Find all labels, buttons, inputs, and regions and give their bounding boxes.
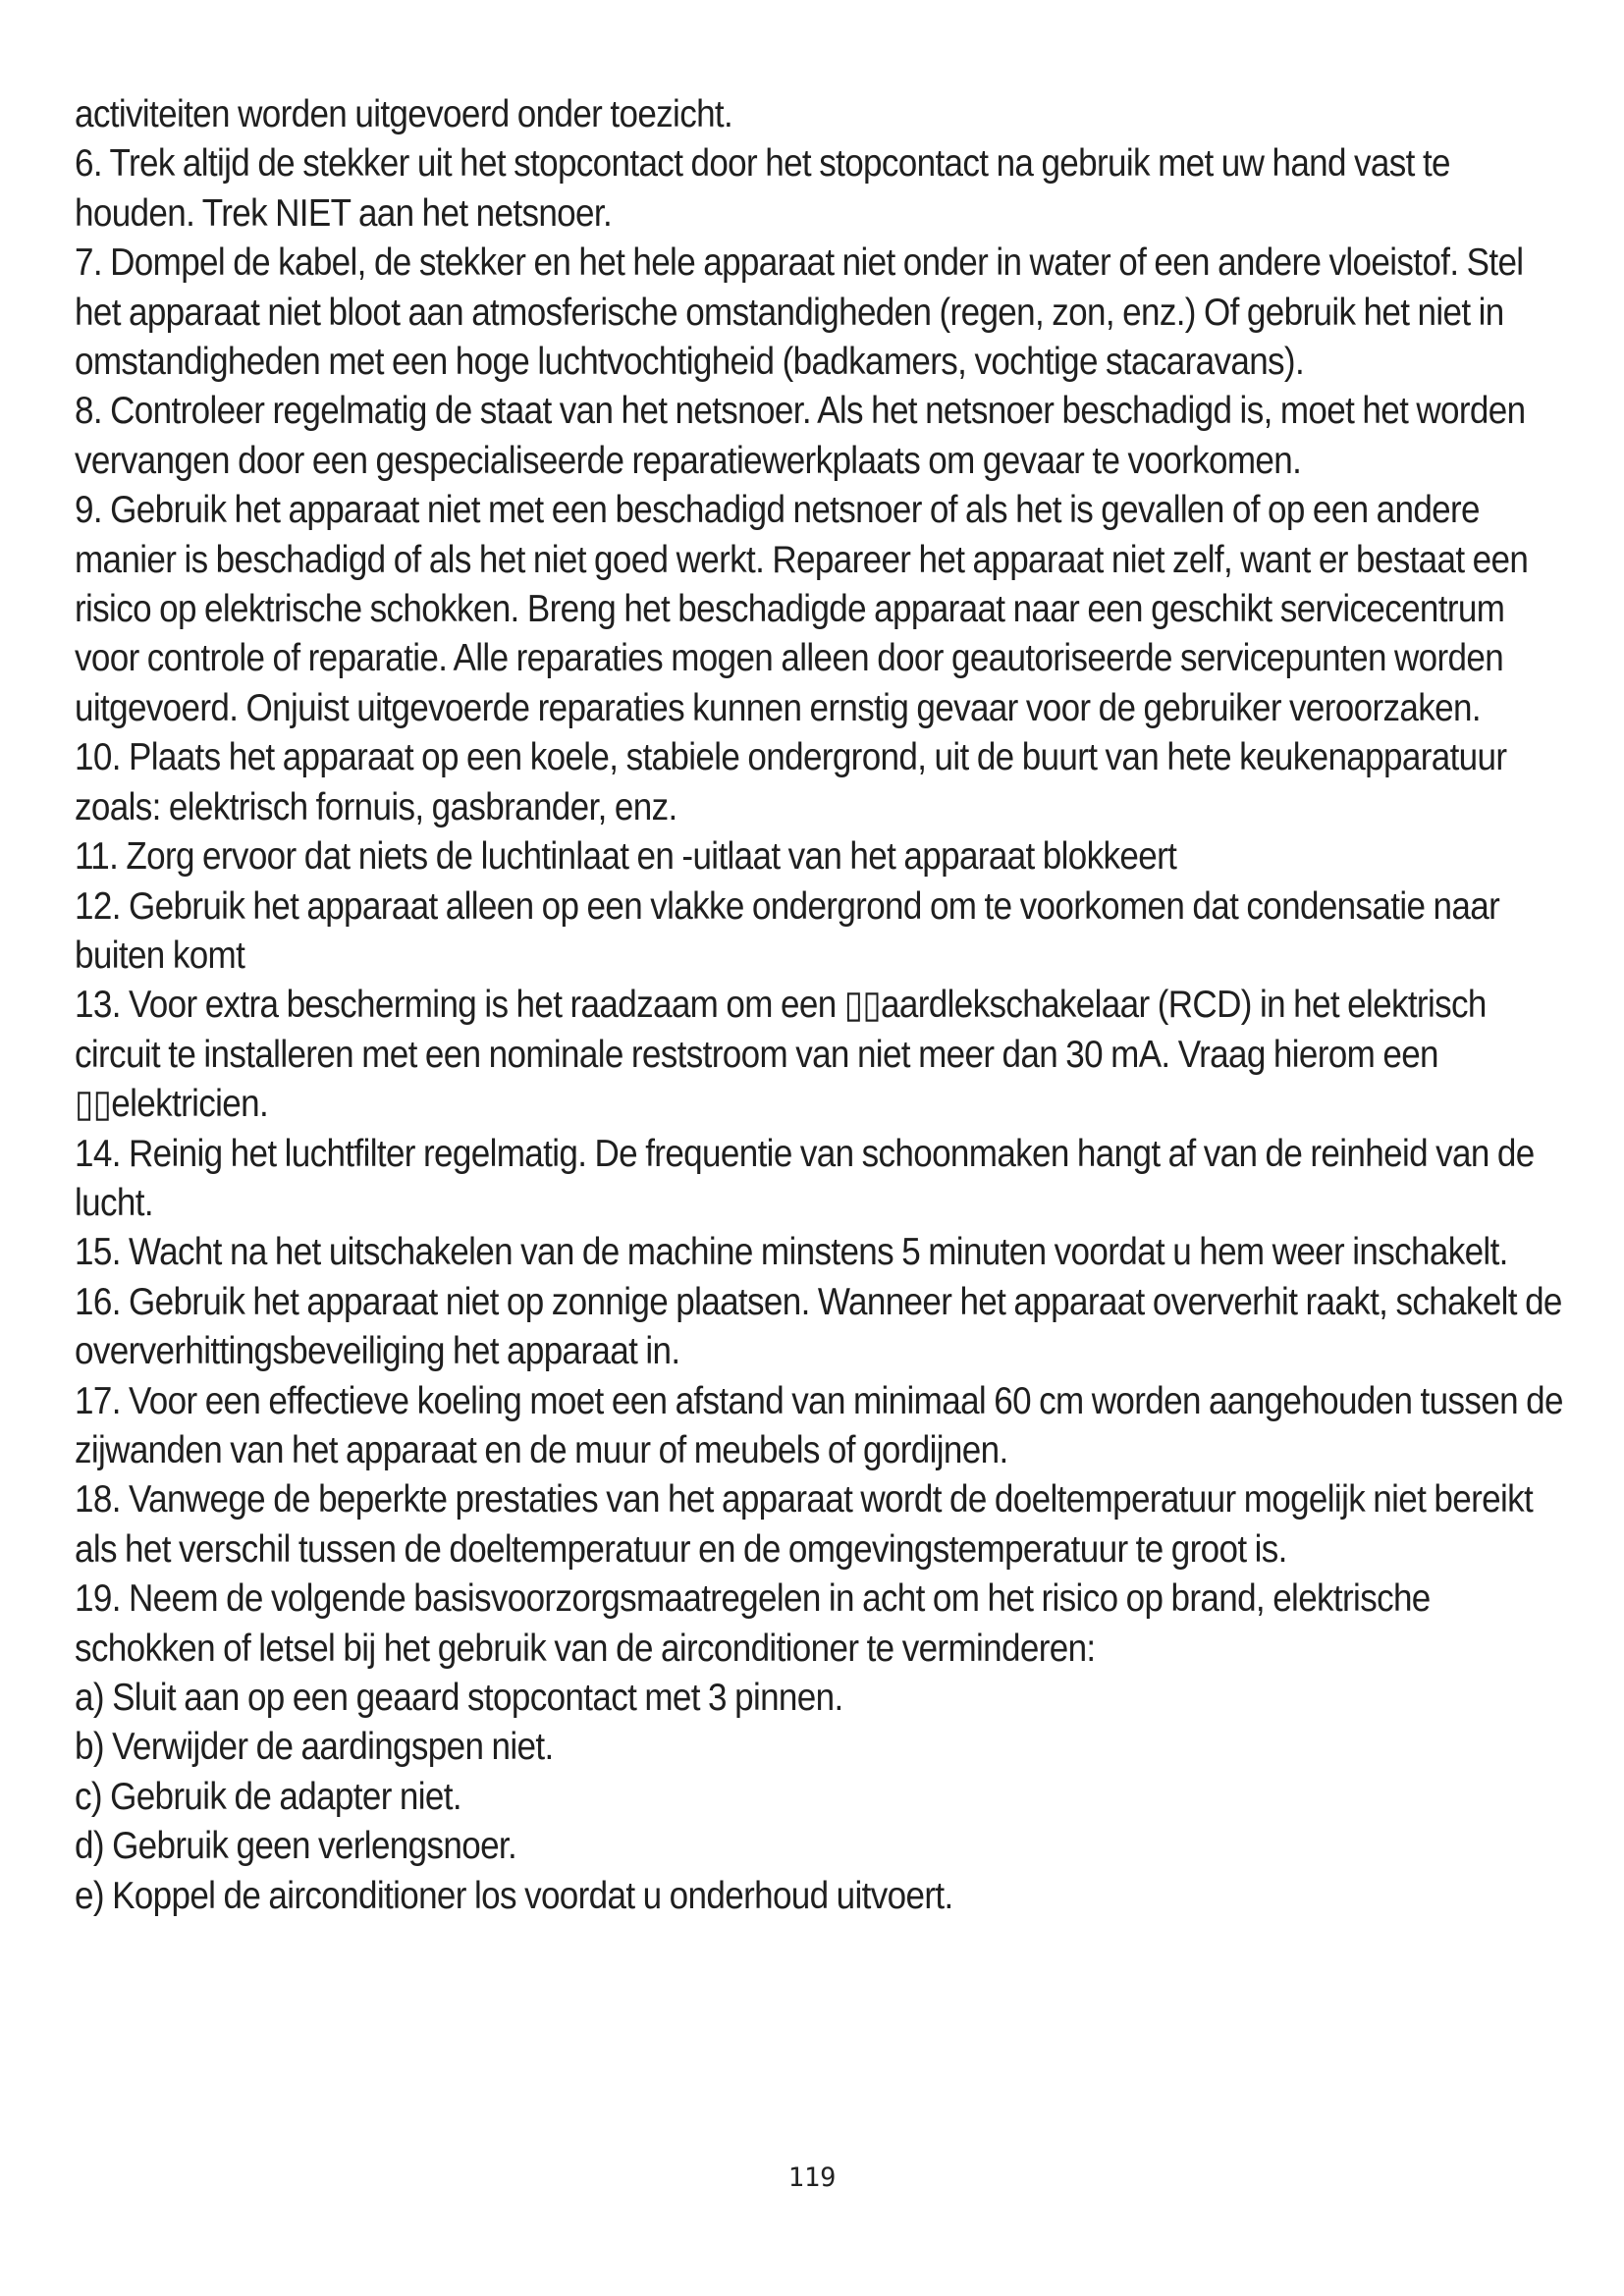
- paragraph-item-13: 13. Voor extra bescherming is het raadzaam om een ▯▯aardlekschakelaar (RCD) in het elektrisch circuit te installeren met een nominale reststroom van niet meer dan 30 mA. Vraag hierom een ▯▯elektricien.: [75, 984, 1487, 1126]
- paragraph-item-8: 8. Controleer regelmatig de staat van het netsnoer. Als het netsnoer beschadigd is, moet het worden vervangen door een gespecialiseerde reparatiewerkplaats om gevaar te voorkomen.: [75, 390, 1526, 482]
- paragraph-item-15: 15. Wacht na het uitschakelen van de machine minstens 5 minuten voordat u hem weer inschakelt.: [75, 1231, 1508, 1274]
- sub-item-e: e) Koppel de airconditioner los voordat u onderhoud uitvoert.: [75, 1874, 953, 1917]
- sub-item-b: b) Verwijder de aardingspen niet.: [75, 1726, 554, 1769]
- paragraph-continuation: activiteiten worden uitgevoerd onder toezicht.: [75, 93, 733, 135]
- sub-item-a: a) Sluit aan op een geaard stopcontact met 3 pinnen.: [75, 1677, 843, 1719]
- paragraph-item-17: 17. Voor een effectieve koeling moet een afstand van minimaal 60 cm worden aangehouden tussen de zijwanden van het apparaat en de muur of meubels of gordijnen.: [75, 1379, 1563, 1471]
- document-body: [75, 90, 1567, 1921]
- paragraph-item-7: 7. Dompel de kabel, de stekker en het hele apparaat niet onder in water of een andere vloeistof. Stel het apparaat niet bloot aan atmosferische omstandigheden (regen, zon, enz.) Of gebruik het niet in omstandigheden met een hoge luchtvochtigheid (badkamers, vochtige stacaravans).: [75, 241, 1524, 384]
- paragraph-item-9: 9. Gebruik het apparaat niet met een beschadigd netsnoer of als het is gevallen of op een andere manier is beschadigd of als het niet goed werkt. Repareer het apparaat niet zelf, want er bestaat een risico op elektrische schokken. Breng het beschadigde apparaat naar een geschikt servicecentrum voor controle of reparatie. Alle reparaties mogen alleen door geautoriseerde servicepunten worden uitgevoerd. Onjuist uitgevoerde reparaties kunnen ernstig gevaar voor de gebruiker veroorzaken.: [75, 489, 1529, 729]
- paragraph-item-6: 6. Trek altijd de stekker uit het stopcontact door het stopcontact na gebruik met uw hand vast te houden. Trek NIET aan het netsnoer.: [75, 142, 1450, 235]
- paragraph-item-12: 12. Gebruik het apparaat alleen op een vlakke ondergrond om te voorkomen dat condensatie naar buiten komt: [75, 884, 1500, 977]
- paragraph-item-10: 10. Plaats het apparaat op een koele, stabiele ondergrond, uit de buurt van hete keukenapparatuur zoals: elektrisch fornuis, gasbrander, enz.: [75, 736, 1507, 828]
- paragraph-item-16: 16. Gebruik het apparaat niet op zonnige plaatsen. Wanneer het apparaat oververhit raakt, schakelt de oververhittingsbeveiliging het apparaat in.: [75, 1280, 1562, 1373]
- paragraph-item-11: 11. Zorg ervoor dat niets de luchtinlaat en -uitlaat van het apparaat blokkeert: [75, 835, 1177, 879]
- page-number: 119: [787, 2163, 837, 2193]
- paragraph-item-18: 18. Vanwege de beperkte prestaties van het apparaat wordt de doeltemperatuur mogelijk niet bereikt als het verschil tussen de doeltemperatuur en de omgevingstemperatuur te groot is.: [75, 1478, 1534, 1571]
- sub-item-d: d) Gebruik geen verlengsnoer.: [75, 1825, 517, 1868]
- sub-item-c: c) Gebruik de adapter niet.: [75, 1775, 461, 1818]
- paragraph-item-14: 14. Reinig het luchtfilter regelmatig. De frequentie van schoonmaken hangt af van de reinheid van de lucht.: [75, 1132, 1535, 1224]
- paragraph-item-19: 19. Neem de volgende basisvoorzorgsmaatregelen in acht om het risico op brand, elektrische schokken of letsel bij het gebruik van de airconditioner te verminderen:: [75, 1577, 1431, 1670]
